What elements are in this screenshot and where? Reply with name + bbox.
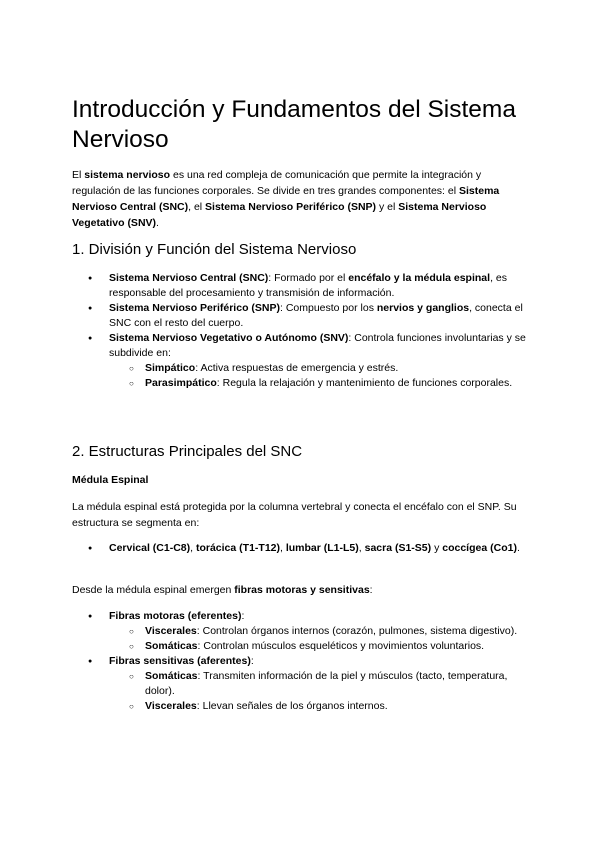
sublist-item — [109, 361, 532, 376]
segments-list — [72, 541, 532, 556]
intro-text: es una red compleja de comunicación que permite la integración y regulación de las funciones corporales. Se divide en tres grandes componentes: el — [72, 169, 482, 197]
intro-bold: Sistema Nervioso Central (SNC) — [72, 185, 500, 213]
intro-text: . — [156, 217, 159, 229]
section1-list — [72, 271, 532, 391]
item-term: Sistema Nervioso Periférico (SNP) — [109, 302, 280, 314]
item-text: : Controla funciones involuntarias y se subdivide en: — [109, 332, 526, 359]
list-item — [72, 271, 532, 301]
paragraph — [72, 582, 532, 598]
section1-heading: 1. División y Función del Sistema Nervioso — [72, 241, 357, 258]
item-text: : Regula la relajación y mantenimiento de funciones corporales. — [216, 377, 513, 389]
list-item — [72, 609, 532, 654]
list-item — [72, 654, 532, 714]
item-text: , es responsable del procesamiento y transmisión de información. — [109, 272, 507, 299]
intro-bold: sistema nervioso — [84, 169, 171, 181]
item-text: : Activa respuestas de emergencia y estrés. — [195, 362, 399, 374]
item-text: : Transmiten información de la piel y músculos (tacto, temperatura, dolor). — [145, 670, 508, 697]
item-term: Sistema Nervioso Central (SNC) — [109, 272, 269, 284]
item-text: , — [190, 542, 196, 554]
item-term: Somáticas — [145, 640, 198, 652]
list-item — [72, 301, 532, 331]
item-term: Somáticas — [145, 670, 198, 682]
subsection-heading: Médula Espinal — [72, 474, 149, 486]
para-text: Desde la médula espinal emergen — [72, 584, 235, 596]
fibers-list — [72, 609, 532, 714]
paragraph: La médula espinal está protegida por la columna vertebral y conecta el encéfalo con el SNP. Su estructura se segmenta en: — [72, 501, 517, 529]
sublist — [109, 361, 532, 391]
sublist — [109, 624, 532, 654]
item-term: torácica (T1-T12) — [195, 542, 280, 554]
item-text: : Formado por el — [268, 272, 349, 284]
intro-text: y el — [376, 201, 399, 213]
sublist-item — [109, 639, 532, 654]
item-text: , — [358, 542, 365, 554]
item-term: coccígea (Co1) — [442, 542, 517, 554]
item-term: Viscerales — [145, 700, 197, 712]
item-text: . — [516, 542, 520, 554]
item-text: , — [280, 542, 286, 554]
intro-text: El — [72, 169, 85, 181]
intro-bold: Sistema Nervioso Periférico (SNP) — [205, 201, 377, 213]
item-term: sacra (S1-S5) — [364, 542, 432, 554]
sublist-item — [109, 699, 532, 714]
item-text: : — [241, 610, 245, 622]
list-item — [72, 331, 532, 391]
sublist-item — [109, 376, 532, 391]
sublist — [109, 669, 532, 714]
sublist-item — [109, 669, 532, 699]
item-text: : Compuesto por los — [279, 302, 377, 314]
para-text: : — [369, 584, 373, 596]
intro-text: , el — [188, 201, 206, 213]
item-term: Sistema Nervioso Vegetativo o Autónomo (SNV) — [109, 332, 349, 344]
item-term: Fibras sensitivas (aferentes) — [109, 655, 251, 667]
list-item — [72, 541, 532, 556]
item-text: y — [431, 542, 443, 554]
item-text: : Controlan órganos internos (corazón, pulmones, sistema digestivo). — [196, 625, 518, 637]
para-bold: fibras motoras y sensitivas — [234, 584, 370, 596]
item-text: : Controlan músculos esqueléticos y movimientos voluntarios. — [197, 640, 485, 652]
item-term: nervios y ganglios — [376, 302, 470, 314]
item-term: encéfalo y la médula espinal — [348, 272, 491, 284]
intro-bold: Sistema Nervioso Vegetativo (SNV) — [72, 201, 487, 229]
item-term: Viscerales — [145, 625, 197, 637]
item-text: , conecta el SNC con el resto del cuerpo. — [109, 302, 523, 329]
item-term: lumbar (L1-L5) — [285, 542, 359, 554]
page-title: Introducción y Fundamentos del Sistema Nervioso — [72, 96, 516, 153]
item-term: Fibras motoras (eferentes) — [109, 610, 242, 622]
item-term: Cervical (C1-C8) — [109, 542, 191, 554]
item-text: : Llevan señales de los órganos internos. — [196, 700, 388, 712]
item-term: Simpático — [145, 362, 196, 374]
section2-heading: 2. Estructuras Principales del SNC — [72, 443, 303, 460]
intro-paragraph — [72, 167, 532, 231]
item-text: : — [250, 655, 254, 667]
sublist-item — [109, 624, 532, 639]
item-term: Parasimpático — [145, 377, 217, 389]
